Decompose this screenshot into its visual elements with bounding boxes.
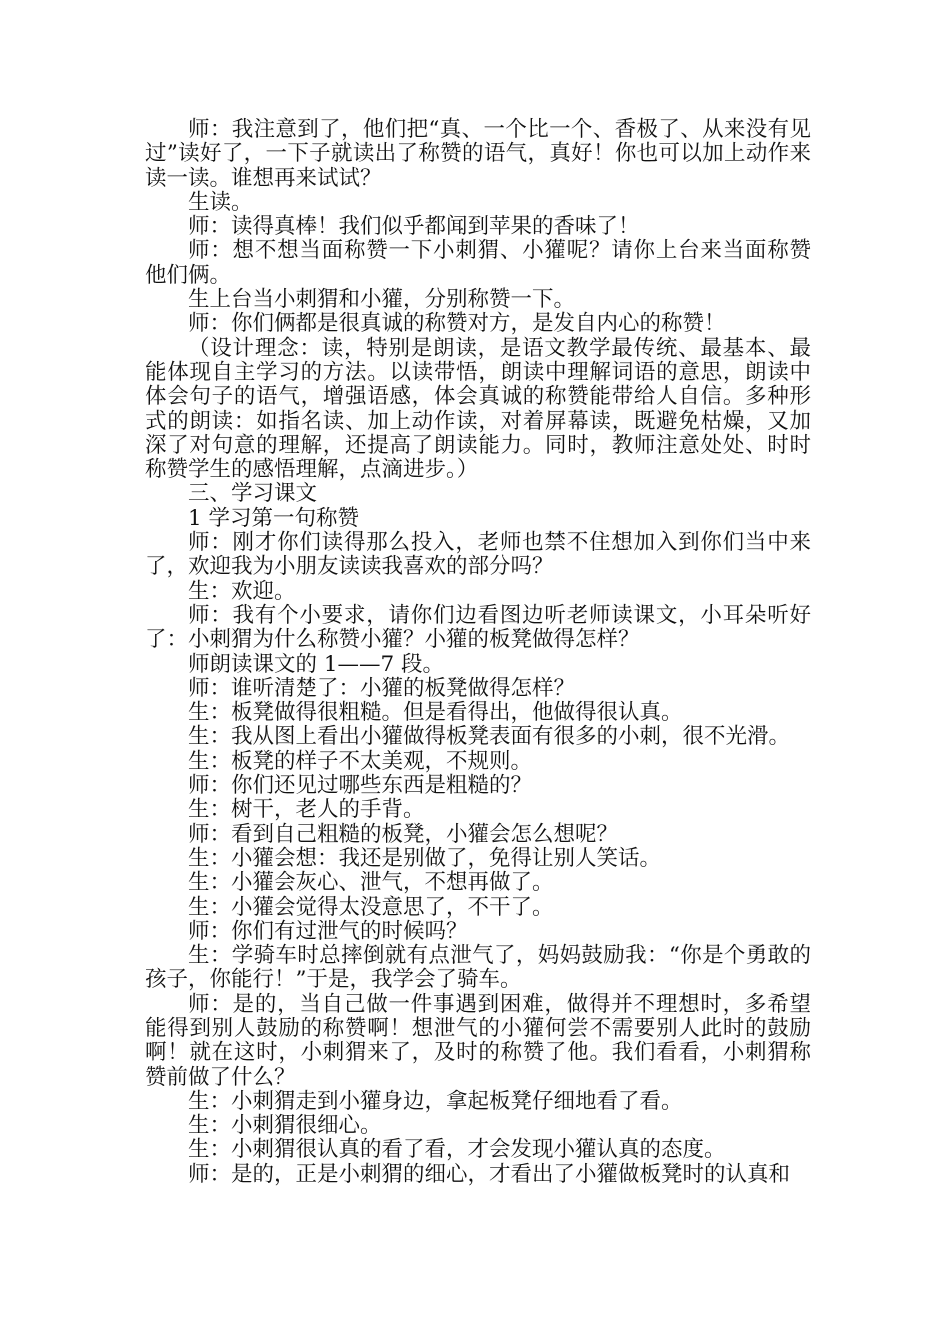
paragraph: 师：想不想当面称赞一下小刺猬、小獾呢？请你上台来当面称赞他们俩。 — [145, 238, 811, 288]
paragraph: 生：学骑车时总摔倒就有点泄气了，妈妈鼓励我：“你是个勇敢的孩子，你能行！”于是，我学会了骑车。 — [145, 943, 811, 993]
paragraph: 生：板凳的样子不太美观，不规则。 — [188, 748, 533, 774]
paragraph: 生：欢迎。 — [188, 578, 296, 604]
paragraph: 生：小刺猬很细心。 — [188, 1113, 382, 1139]
paragraph: 师：看到自己粗糙的板凳，小獾会怎么想呢？ — [188, 821, 619, 847]
paragraph: 师：你们俩都是很真诚的称赞对方，是发自内心的称赞！ — [188, 311, 726, 337]
paragraph: 师：你们有过泄气的时候吗？ — [188, 918, 468, 944]
paragraph: 生：我从图上看出小獾做得板凳表面有很多的小刺，很不光滑。 — [188, 724, 791, 750]
paragraph: 师：谁听清楚了：小獾的板凳做得怎样？ — [188, 675, 576, 701]
paragraph: 生：小刺猬走到小獾身边，拿起板凳仔细地看了看。 — [188, 1088, 683, 1114]
paragraph: 师：我注意到了，他们把“真、一个比一个、香极了、从来没有见过”读好了，一下子就读出了称赞的语气，真好！你也可以加上动作来读一读。谁想再来试试？ — [145, 117, 811, 191]
paragraph: 生：小獾会觉得太没意思了，不干了。 — [188, 894, 554, 920]
paragraph: 师：是的，正是小刺猬的细心，才看出了小獾做板凳时的认真和 — [188, 1161, 791, 1187]
paragraph: 生：板凳做得很粗糙。但是看得出，他做得很认真。 — [188, 700, 683, 726]
paragraph: 师：你们还见过哪些东西是粗糙的？ — [188, 773, 533, 799]
paragraph: 生：小刺猬很认真的看了看，才会发现小獾认真的态度。 — [188, 1137, 726, 1163]
design-note-paragraph: （设计理念：读，特别是朗读，是语文教学最传统、最基本、最能体现自主学习的方法。以读带悟，朗读中理解词语的意思，朗读中体会句子的语气，增强语感，体会真诚的称赞能带给人自信。多种形式的朗读：如指名读、加上动作读，对着屏幕读，既避免枯燥，又加深了对句意的理解，还提高了朗读能力。同时，教师注意处处、时时称赞学生的感悟理解，点滴进步。） — [145, 335, 811, 483]
paragraph: 师：我有个小要求，请你们边看图边听老师读课文，小耳朵听好了：小刺猬为什么称赞小獾？小獾的板凳做得怎样？ — [145, 602, 811, 653]
paragraph: 生：小獾会想：我还是别做了，免得让别人笑话。 — [188, 845, 662, 871]
document-page — [145, 118, 811, 1187]
paragraph: 生：小獾会灰心、泄气，不想再做了。 — [188, 870, 554, 896]
paragraph: 生读。 — [188, 189, 253, 215]
paragraph: 生：树干，老人的手背。 — [188, 797, 425, 823]
paragraph: 师朗读课文的 1——7 段。 — [188, 651, 445, 677]
paragraph: 生上台当小刺猬和小獾，分别称赞一下。 — [188, 287, 576, 313]
paragraph: 师：刚才你们读得那么投入，老师也禁不住想加入到你们当中来了，欢迎我为小朋友读读我喜欢的部分吗？ — [145, 530, 811, 580]
paragraph: 师：是的，当自己做一件事遇到困难，做得并不理想时，多希望能得到别人鼓励的称赞啊！想泄气的小獾何尝不需要别人此时的鼓励啊！就在这时，小刺猬来了，及时的称赞了他。我们看看，小刺猬称赞前做了什么？ — [145, 991, 811, 1090]
subsection-heading: 1 学习第一句称赞 — [188, 505, 360, 531]
paragraph: 师：读得真棒！我们似乎都闻到苹果的香味了！ — [188, 214, 640, 240]
section-heading: 三、学习课文 — [188, 481, 318, 507]
